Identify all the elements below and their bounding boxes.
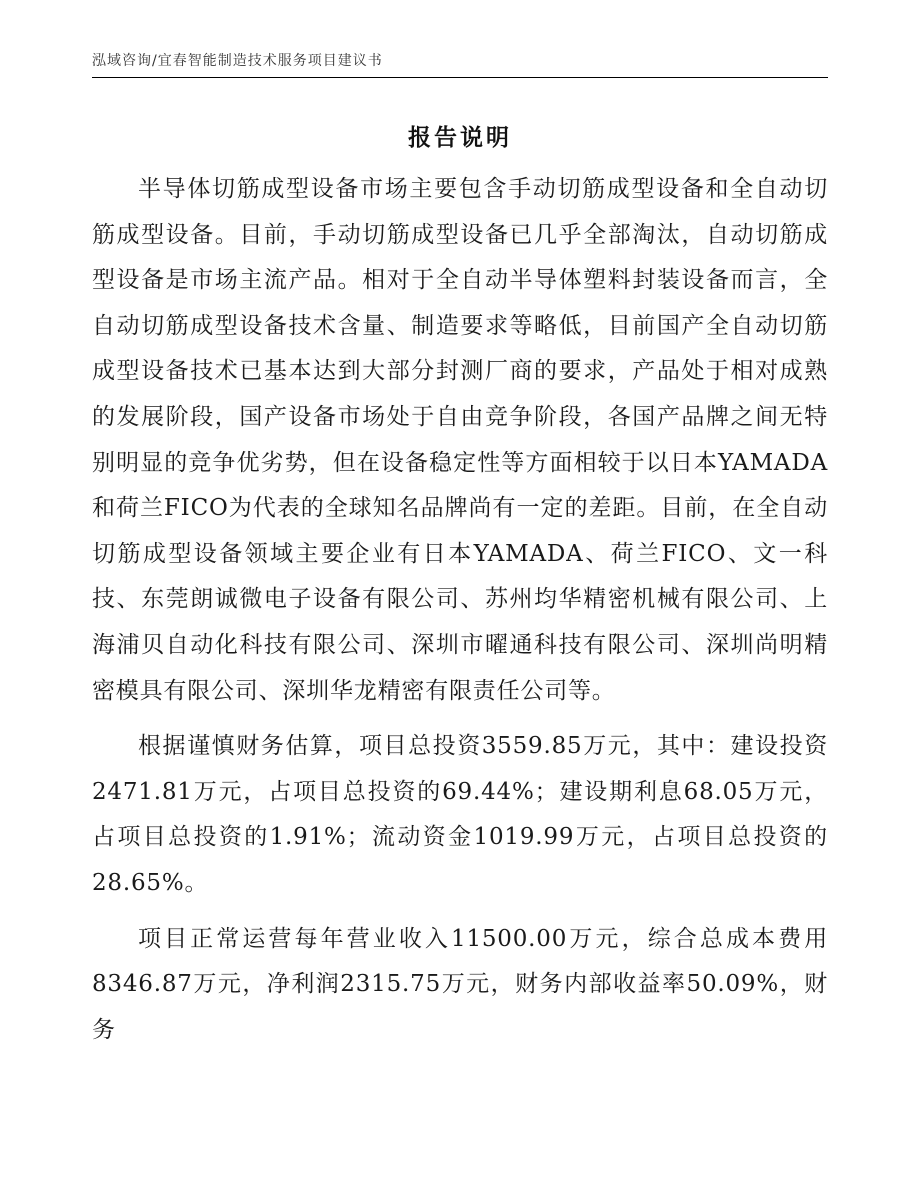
header-divider [92,77,828,78]
body-text [92,167,828,1053]
running-header: 泓域咨询/宜春智能制造技术服务项目建议书 [92,53,383,69]
paragraph-investment: 根据谨慎财务估算，项目总投资3559.85万元，其中：建设投资2471.81万元，占项目总投资的69.44%；建设期利息68.05万元，占项目总投资的1.91%；流动资金1019.99万元，占项目总投资的28.65%。 [92,733,828,896]
paragraph-market-overview: 半导体切筋成型设备市场主要包含手动切筋成型设备和全自动切筋成型设备。目前，手动切筋成型设备已几乎全部淘汰，自动切筋成型设备是市场主流产品。相对于全自动半导体塑料封装设备而言，全自动切筋成型设备技术含量、制造要求等略低，目前国产全自动切筋成型设备技术已基本达到大部分封测厂商的要求，产品处于相对成熟的发展阶段，国产设备市场处于自由竞争阶段，各国产品牌之间无特别明显的竞争优劣势，但在设备稳定性等方面相较于以日本YAMADA和荷兰FICO为代表的全球知名品牌尚有一定的差距。目前，在全自动切筋成型设备领域主要企业有日本YAMADA、荷兰FICO、文一科技、东莞朗诚微电子设备有限公司、苏州均华精密机械有限公司、上海浦贝自动化科技有限公司、深圳市曜通科技有限公司、深圳尚明精密模具有限公司、深圳华龙精密有限责任公司等。 [92,176,828,704]
section-title: 报告说明 [408,125,512,151]
paragraph-operations: 项目正常运营每年营业收入11500.00万元，综合总成本费用8346.87万元，净利润2315.75万元，财务内部收益率50.09%，财务 [92,925,828,1043]
